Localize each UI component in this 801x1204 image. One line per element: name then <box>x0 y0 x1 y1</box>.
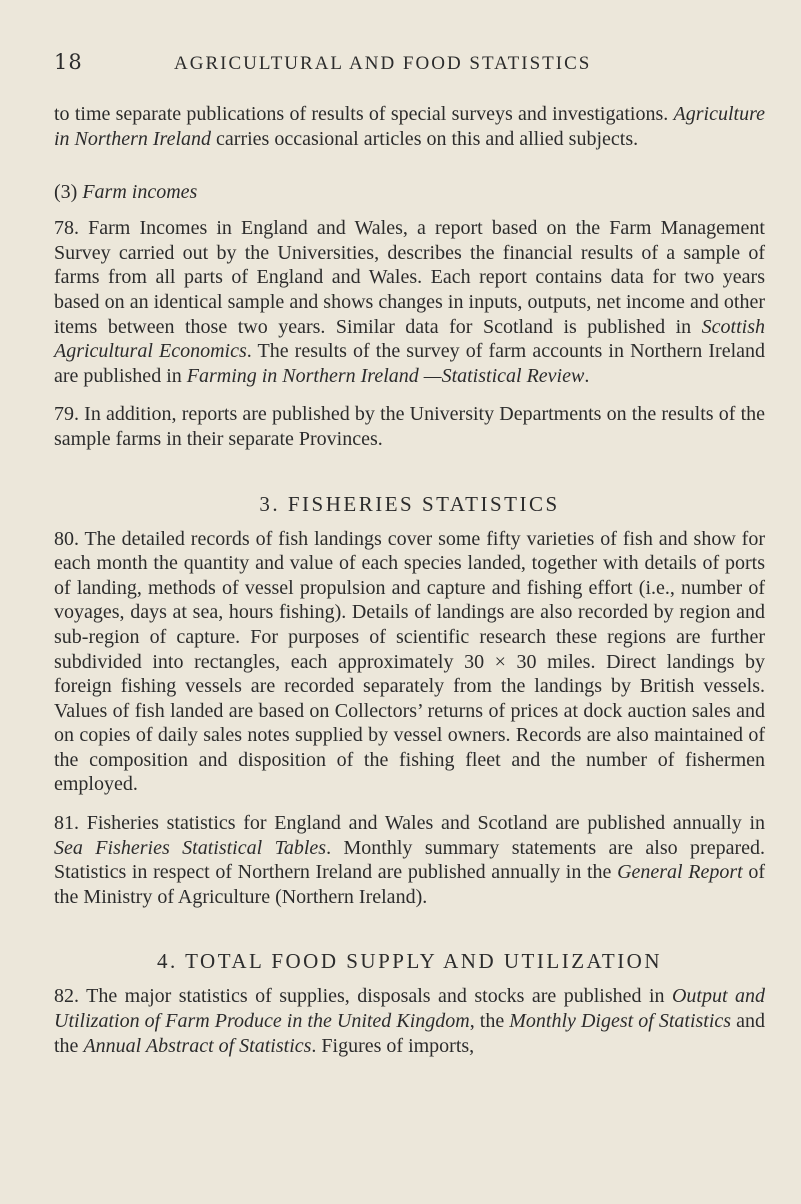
page-number: 18 <box>54 50 83 74</box>
heading-text: Farm incomes <box>82 181 198 204</box>
publication-title: Output and Utilization of Farm Produce in the United Kingdom <box>54 985 766 1033</box>
paragraph-81 <box>54 811 765 909</box>
running-title: AGRICULTURAL AND FOOD STATISTICS <box>174 53 592 74</box>
heading-number: (3) <box>54 181 83 204</box>
publication-title: Annual Abstract of Statistics <box>83 1034 312 1057</box>
text-run: . Monthly summary statements are also prepared. Statistics in respect of Northern Ireland are published annually in the <box>54 836 765 884</box>
intro-paragraph <box>54 102 765 151</box>
section-heading-fisheries: 3. FISHERIES STATISTICS <box>259 491 560 516</box>
text-run: of the Ministry of Agriculture (Northern Ireland). <box>54 861 765 908</box>
text-run: 82. The major statistics of supplies, disposals and stocks are published in <box>54 985 672 1008</box>
publication-title: Scottish Agricultural Economics <box>54 315 765 363</box>
publication-title: Farming in Northern Ireland —Statistical Review <box>186 364 585 387</box>
publication-title: Monthly Digest of Statistics <box>509 1010 732 1033</box>
paragraph-79: 79. In addition, reports are published by the University Departments on the results of the sample farms in their separate Provinces. <box>54 403 765 450</box>
text-run: . <box>584 364 590 387</box>
publication-title: General Report <box>617 861 743 884</box>
section-heading-food-supply: 4. TOTAL FOOD SUPPLY AND UTILIZATION <box>156 949 663 974</box>
paragraph-78 <box>54 216 765 388</box>
text-run: 78. Farm Incomes in England and Wales, a report based on the Farm Management Survey carried out by the Universities, describes the financial results of a sample of farms from all parts of England and Wales. Each report contains data for two years based on an identical sample and shows changes in inputs, outputs, net income and other items between those two years. Similar data for Scotland is published in <box>54 217 765 338</box>
publication-title: Agriculture in Northern Ireland <box>54 103 765 150</box>
paragraph-82 <box>54 984 765 1058</box>
text-run: . Figures of imports, <box>311 1034 475 1057</box>
text-run: , the <box>469 1010 510 1033</box>
text-run: and the <box>54 1010 766 1057</box>
text-run: 81. Fisheries statistics for England and Wales and Scotland are published annually in <box>54 812 765 835</box>
paragraph-80: 80. The detailed records of fish landings cover some fifty varieties of fish and show for each month the quantity and value of each species landed, together with details of ports of landing, methods of vessel propulsion and capture and fishing effort (i.e., number of voyages, days at sea, hours fishing). Details of landings are also recorded by region and sub-region of capture. For purposes of scientific research these regions are further subdivided into rectangles, each approximately 30 × 30 miles. Direct landings by foreign fishing vessels are recorded separately from the landings by British vessels. Values of fish landed are based on Collectors’ returns of prices at dock auction sales and on copies of daily sales notes supplied by vessel owners. Records are also maintained of the composition and disposition of the fishing fleet and the number of fishermen employed. <box>54 527 765 796</box>
publication-title: Sea Fisheries Statistical Tables <box>54 836 327 859</box>
subsection-heading-farm-incomes <box>54 181 765 204</box>
running-head <box>54 50 765 82</box>
text-run: carries occasional articles on this and allied subjects. <box>211 127 639 150</box>
text-run: to time separate publications of results of special surveys and investigations. <box>54 103 674 125</box>
text-run: . The results of the survey of farm accounts in Northern Ireland are published in <box>54 340 765 387</box>
